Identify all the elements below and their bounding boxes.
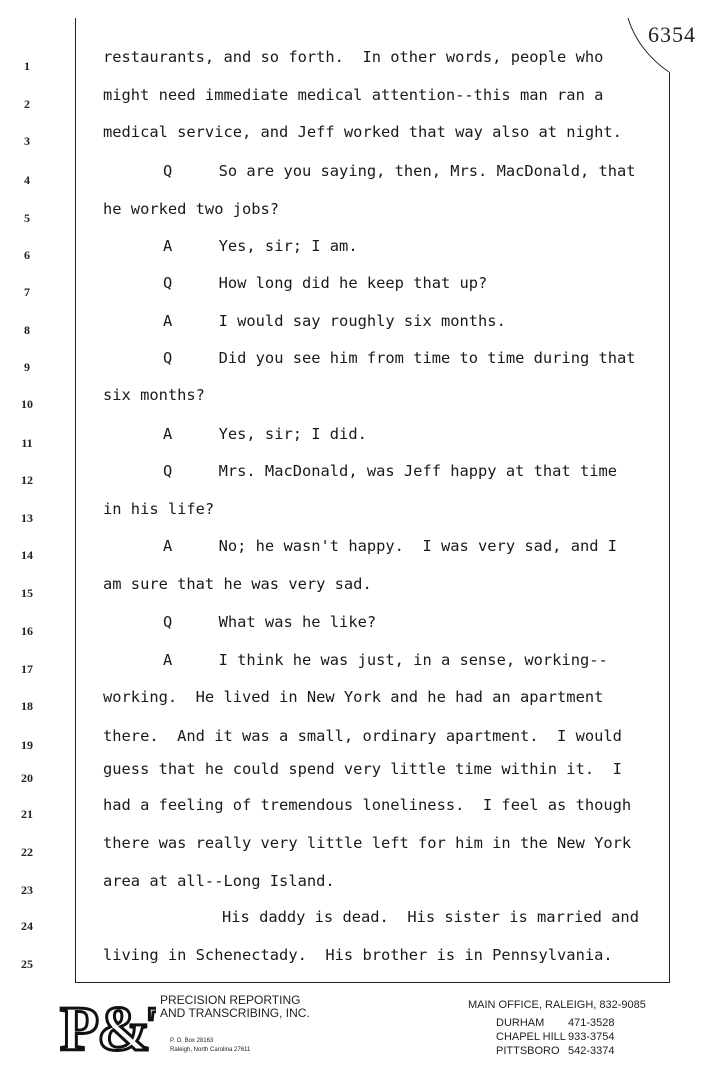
office-pittsboro	[496, 1045, 615, 1057]
page-corner-curve	[620, 18, 672, 74]
transcript-line: area at all--Long Island.	[103, 872, 335, 890]
transcript-line: Q What was he like?	[163, 613, 377, 631]
line-number: 12	[21, 473, 33, 487]
transcript-line: living in Schenectady. His brother is in Pennsylvania.	[103, 946, 613, 964]
line-number: 21	[21, 807, 33, 821]
line-number: 6	[24, 248, 30, 262]
transcript-line: medical service, and Jeff worked that way also at night.	[103, 123, 622, 141]
transcript-line: there. And it was a small, ordinary apartment. I would	[103, 727, 622, 745]
line-number: 19	[21, 738, 33, 752]
transcript-line: Q How long did he keep that up?	[163, 274, 488, 292]
transcript-line: he worked two jobs?	[103, 200, 280, 218]
company-logo	[58, 994, 156, 1062]
office-phone: 471-3528	[568, 1017, 615, 1029]
company-name-line1: PRECISION REPORTING	[160, 993, 301, 1007]
transcript-line: A Yes, sir; I did.	[163, 425, 367, 443]
transcript-line: Q Mrs. MacDonald, was Jeff happy at that time	[163, 462, 618, 480]
line-number: 2	[24, 97, 30, 111]
line-number: 5	[24, 211, 30, 225]
office-chapel-hill	[496, 1031, 615, 1043]
line-number: 24	[21, 919, 33, 933]
company-address	[170, 1037, 250, 1055]
company-name	[160, 994, 310, 1020]
company-city: Raleigh, North Carolina 27611	[170, 1047, 251, 1053]
transcript-line: A Yes, sir; I am.	[163, 237, 358, 255]
line-number: 1	[24, 59, 30, 73]
line-number: 18	[21, 699, 33, 713]
line-number: 10	[21, 397, 33, 411]
office-durham	[496, 1017, 615, 1029]
line-number: 4	[24, 173, 30, 187]
company-name-line2: AND TRANSCRIBING, INC.	[160, 1006, 310, 1020]
main-office: MAIN OFFICE, RALEIGH, 832-9085	[468, 999, 646, 1011]
pt-logo-icon	[58, 994, 156, 1058]
transcript-line: had a feeling of tremendous loneliness. I feel as though	[103, 796, 632, 814]
line-number: 22	[21, 845, 33, 859]
line-number: 3	[24, 134, 30, 148]
line-number: 15	[21, 586, 33, 600]
line-number: 13	[21, 511, 33, 525]
transcript-line: restaurants, and so forth. In other words, people who	[103, 48, 604, 66]
left-margin-rule	[75, 18, 76, 983]
line-number: 16	[21, 624, 33, 638]
line-number: 11	[21, 436, 33, 450]
line-number: 8	[24, 323, 30, 337]
right-margin-rule	[669, 72, 670, 983]
line-number: 25	[21, 957, 33, 971]
office-city: CHAPEL HILL	[496, 1031, 566, 1043]
transcript-line: A No; he wasn't happy. I was very sad, and I	[163, 537, 618, 555]
transcript-line: A I think he was just, in a sense, working--	[163, 651, 608, 669]
transcript-line: might need immediate medical attention--this man ran a	[103, 86, 604, 104]
line-number: 9	[24, 360, 30, 374]
transcript-line: His daddy is dead. His sister is married and	[222, 908, 639, 926]
line-number: 7	[24, 285, 30, 299]
transcript-line: six months?	[103, 386, 205, 404]
po-box: P. O. Box 28163	[170, 1038, 214, 1044]
line-number: 14	[21, 548, 33, 562]
office-phone: 542-3374	[568, 1045, 615, 1057]
transcript-line: guess that he could spend very little time within it. I	[103, 760, 622, 778]
line-number: 20	[21, 771, 33, 785]
line-number: 23	[21, 883, 33, 897]
bottom-margin-rule	[75, 982, 670, 983]
logo-lettering: P&	[60, 994, 149, 1058]
transcript-line: A I would say roughly six months.	[163, 312, 506, 330]
office-phone: 933-3754	[568, 1031, 615, 1043]
transcript-line: there was really very little left for him in the New York	[103, 834, 632, 852]
page-number: 6354	[648, 22, 696, 47]
transcript-line: working. He lived in New York and he had an apartment	[103, 688, 604, 706]
transcript-line: Q Did you see him from time to time during that	[163, 349, 636, 367]
office-city: PITTSBORO	[496, 1045, 560, 1057]
office-city: DURHAM	[496, 1017, 545, 1029]
line-number: 17	[21, 662, 33, 676]
transcript-line: am sure that he was very sad.	[103, 575, 372, 593]
transcript-line: Q So are you saying, then, Mrs. MacDonald, that	[163, 162, 636, 180]
transcript-line: in his life?	[103, 500, 215, 518]
